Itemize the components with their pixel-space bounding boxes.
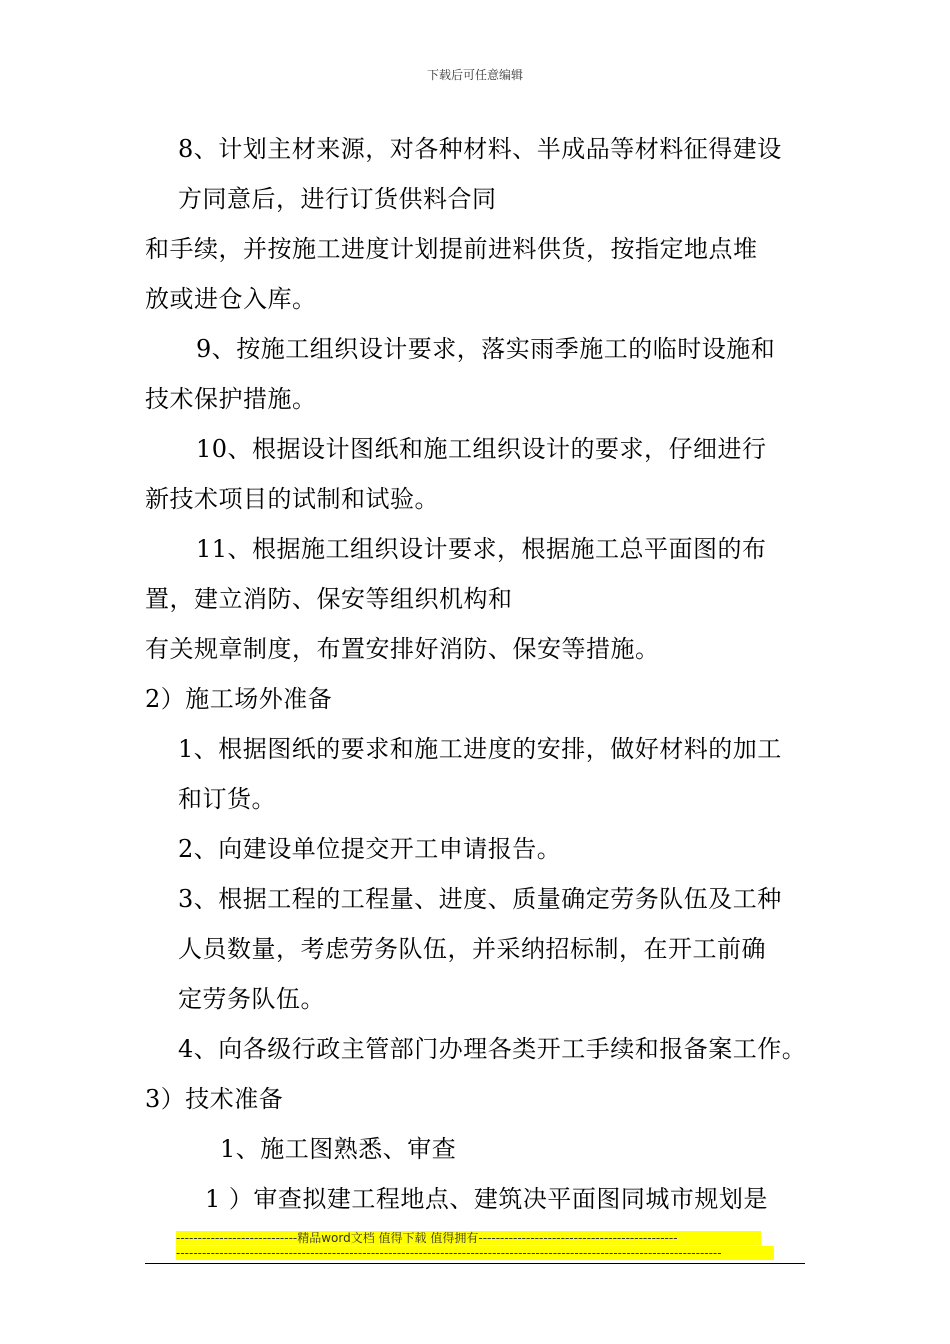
page-header: 下载后可任意编辑: [426, 68, 523, 82]
paragraph-line: 定劳务队伍。: [178, 985, 325, 1013]
paragraph-line: 2、向建设单位提交开工申请报告。: [178, 835, 562, 863]
paragraph-line: 3、根据工程的工程量、进度、质量确定劳务队伍及工种: [178, 885, 782, 913]
paragraph-line: 1、施工图熟悉、审查: [220, 1135, 457, 1163]
footer-banner: ----------------------------精品word文档 值得下载 值得拥有----------------------------------------------: [176, 1231, 761, 1245]
paragraph-line: 和订货。: [178, 785, 276, 813]
paragraph-line: 9、按施工组织设计要求，落实雨季施工的临时设施和: [196, 335, 776, 363]
paragraph-line: 方同意后，进行订货供料合同: [178, 185, 497, 213]
paragraph-line: 1 ）审查拟建工程地点、建筑决平面图同城市规划是: [205, 1185, 768, 1213]
paragraph-line: 4、向各级行政主管部门办理各类开工手续和报备案工作。: [178, 1035, 807, 1063]
paragraph-line: 技术保护措施。: [145, 385, 317, 413]
footer-dash-line: ------------------------------------------------------------------------------------------------------------------------------: [176, 1246, 774, 1260]
paragraph-line: 人员数量，考虑劳务队伍，并采纳招标制，在开工前确: [178, 935, 766, 963]
section-heading: 2）施工场外准备: [145, 685, 333, 713]
paragraph-line: 有关规章制度，布置安排好消防、保安等措施。: [145, 635, 660, 663]
paragraph-line: 放或进仓入库。: [145, 285, 317, 313]
paragraph-line: 10、根据设计图纸和施工组织设计的要求，仔细进行: [196, 435, 767, 463]
paragraph-line: 1、根据图纸的要求和施工进度的安排，做好材料的加工: [178, 735, 782, 763]
section-heading: 3）技术准备: [145, 1085, 284, 1113]
paragraph-line: 和手续，并按施工进度计划提前进料供货，按指定地点堆: [145, 235, 758, 263]
paragraph-line: 新技术项目的试制和试验。: [145, 485, 439, 513]
paragraph-line: 8、计划主材来源，对各种材料、半成品等材料征得建设: [178, 135, 782, 163]
footer-rule: [145, 1263, 805, 1264]
paragraph-line: 11、根据施工组织设计要求，根据施工总平面图的布: [196, 535, 767, 563]
paragraph-line: 置，建立消防、保安等组织机构和: [145, 585, 513, 613]
